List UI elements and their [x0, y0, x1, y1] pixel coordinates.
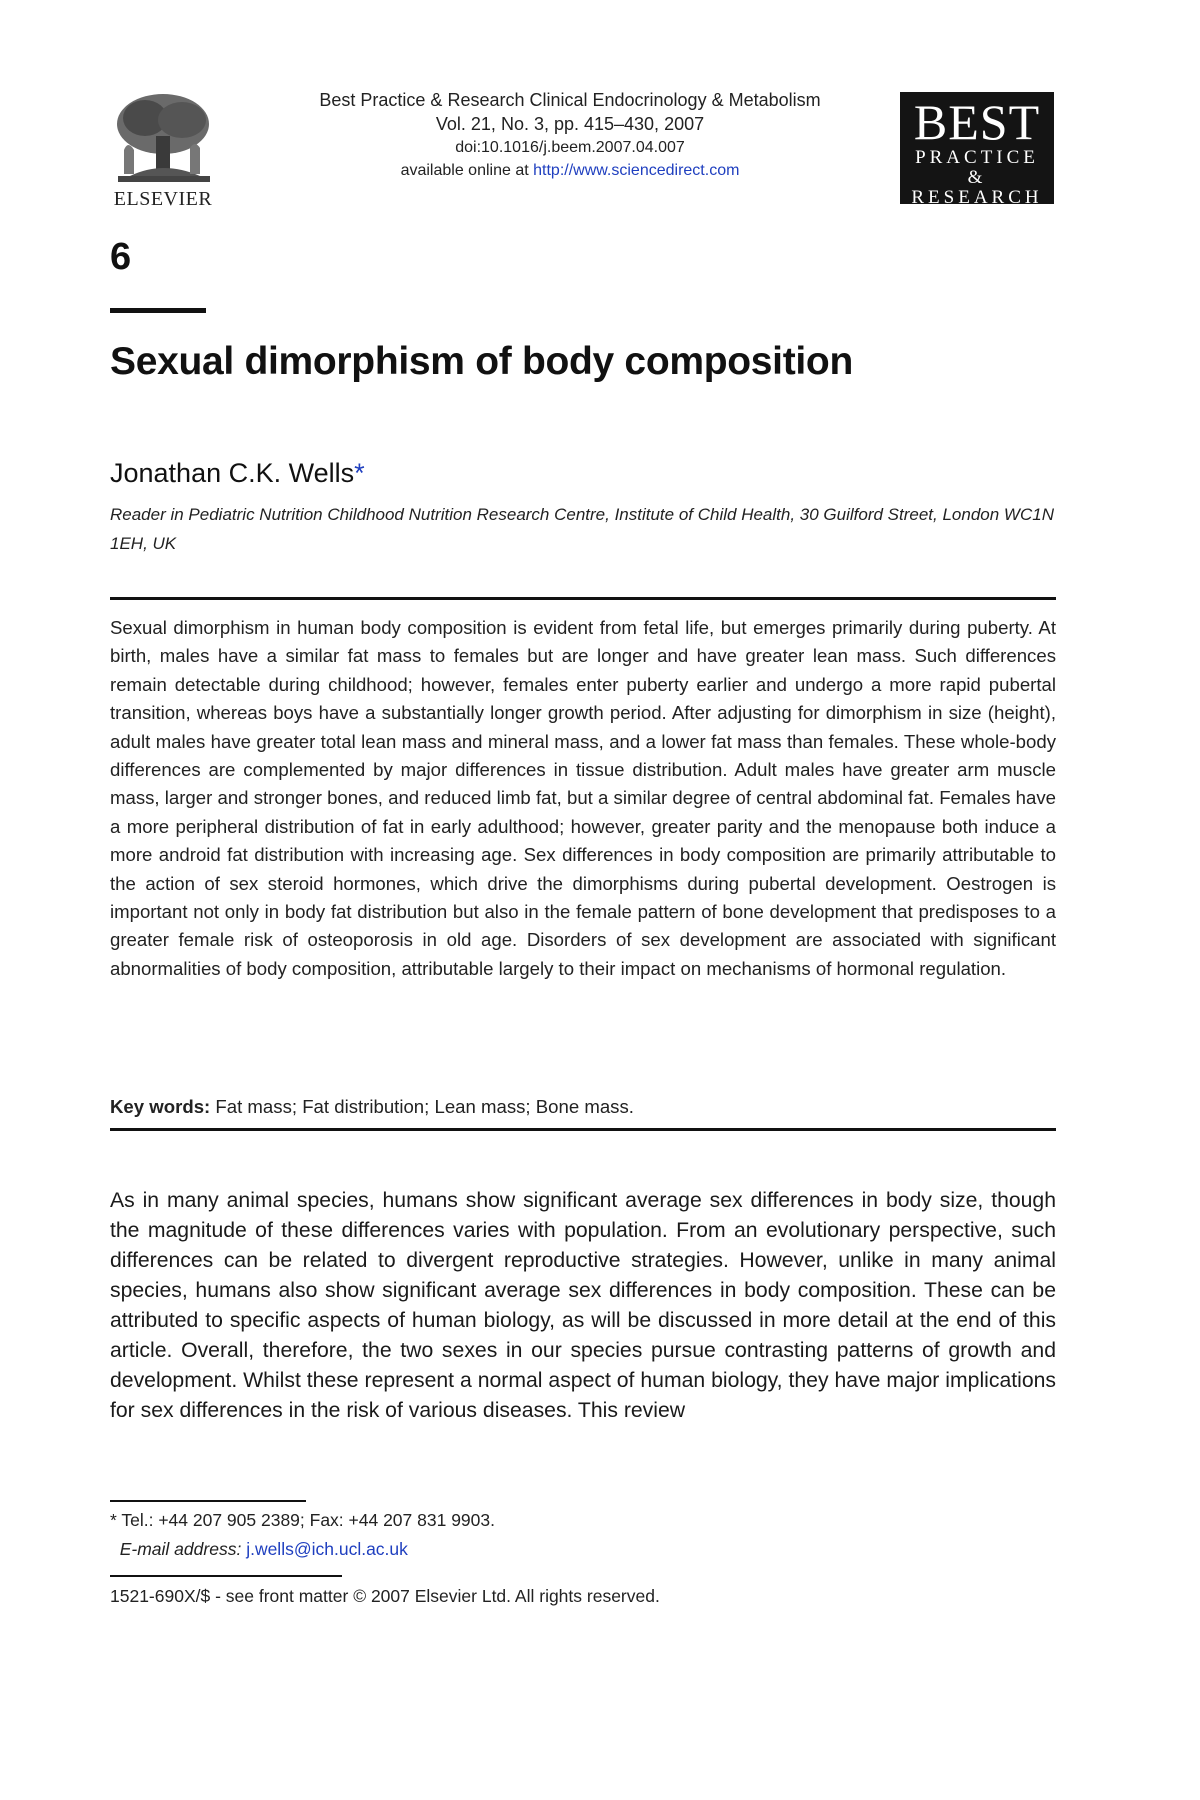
article-title: Sexual dimorphism of body composition: [110, 340, 853, 383]
series-logo-big: BEST: [913, 94, 1041, 150]
elsevier-tree-icon: [110, 90, 216, 186]
abstract-bottom-rule: [110, 1128, 1056, 1131]
publisher-wordmark: ELSEVIER: [113, 188, 213, 210]
keywords-label: Key words:: [110, 1096, 211, 1117]
series-logo: [900, 92, 1054, 208]
chapter-rule: [110, 308, 206, 313]
author: [110, 458, 365, 489]
author-name: Jonathan C.K. Wells: [110, 458, 355, 488]
footnote-rule: [110, 1500, 306, 1502]
affiliation: Reader in Pediatric Nutrition Childhood Nutrition Research Centre, Institute of Child Health, 30 Guilford Street, London WC1N 1EH, UK: [110, 505, 1054, 553]
email-label: E-mail address:: [119, 1539, 242, 1559]
email-link[interactable]: j.wells@ich.ucl.ac.uk: [246, 1539, 408, 1559]
online-prefix: available online at: [400, 162, 534, 179]
footnote: [110, 1506, 1010, 1564]
journal-name: Best Practice & Research Clinical Endocrinology & Metabolism: [319, 90, 821, 110]
footnote-email-line: [110, 1535, 1010, 1564]
series-logo-line1: PRACTICE: [915, 147, 1039, 168]
doi: doi:10.1016/j.beem.2007.04.007: [455, 139, 685, 156]
abstract: Sexual dimorphism in human body composition is evident from fetal life, but emerges primarily during puberty. At birth, males have a similar fat mass to females but are longer and have greater lean mass. Such differences remain detectable during childhood; however, females enter puberty earlier and undergo a more rapid pubertal transition, whereas boys have a substantially longer growth period. After adjusting for dimorphism in size (height), adult males have greater total lean mass and mineral mass, and a lower fat mass than females. These whole-body differences are complemented by major differences in tissue distribution. Adult males have greater arm muscle mass, larger and stronger bones, and reduced limb fat, but a similar degree of central abdominal fat. Females have a more peripheral distribution of fat in early adulthood; however, greater parity and the menopause both induce a more android fat distribution with increasing age. Sex differences in body composition are primarily attributable to the action of sex steroid hormones, which drive the dimorphisms during pubertal development. Oestrogen is important not only in body fat distribution but also in the female pattern of bone development that predisposes to a greater female risk of osteoporosis in old age. Disorders of sex development are associated with significant abnormalities of body composition, attributable largely to their impact on mechanisms of hormonal regulation.: [110, 617, 1056, 979]
copyright: 1521-690X/$ - see front matter © 2007 Elsevier Ltd. All rights reserved.: [110, 1586, 660, 1606]
chapter-number: 6: [110, 236, 132, 278]
keywords-list: Fat mass; Fat distribution; Lean mass; Bone mass.: [215, 1096, 634, 1117]
copyright-rule: [110, 1575, 342, 1577]
sciencedirect-link[interactable]: http://www.sciencedirect.com: [533, 162, 740, 179]
volume-info: Vol. 21, No. 3, pp. 415–430, 2007: [435, 114, 705, 134]
journal-info: [260, 88, 880, 182]
body-paragraph: As in many animal species, humans show significant average sex differences in body size, though the magnitude of these differences varies with population. From an evolutionary perspective, such differences can be related to divergent reproductive strategies. However, unlike in many animal species, humans also show significant average sex differences in body composition. These can be attributed to specific aspects of human biology, as will be discussed in more detail at the end of this article. Overall, therefore, the two sexes in our species pursue contrasting patterns of growth and development. Whilst these represent a normal aspect of human biology, they have major implications for sex differences in the risk of various diseases. This review: [110, 1189, 1056, 1422]
elsevier-logo: [108, 90, 218, 210]
abstract-top-rule: [110, 597, 1056, 600]
series-logo-line2: & RESEARCH: [911, 167, 1043, 208]
author-footnote-marker[interactable]: *: [354, 458, 365, 488]
online-availability: [260, 159, 880, 182]
footnote-contact: * Tel.: +44 207 905 2389; Fax: +44 207 831 9903.: [110, 1510, 495, 1530]
keywords: [110, 1096, 1056, 1118]
